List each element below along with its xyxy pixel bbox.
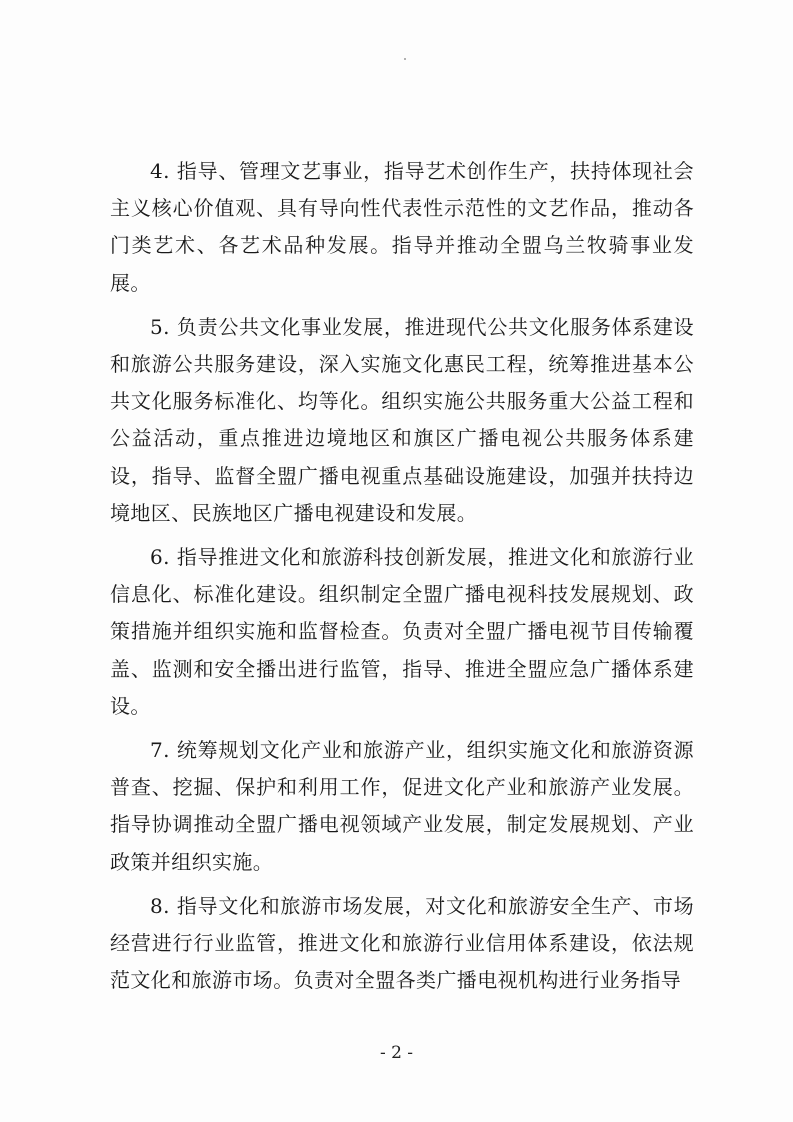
page-number: - 2 - (379, 1043, 414, 1063)
scan-speck (404, 58, 406, 60)
paragraph-item-6: 6. 指导推进文化和旅游科技创新发展，推进文化和旅游行业信息化、标准化建设。组织制定全盟广播电视科技发展规划、政策措施并组织实施和监督检查。负责对全盟广播电视节目传输覆盖、监测和安全播出进行监管，指导、推进全盟应急广播体系建设。 (110, 545, 694, 718)
paragraph-item-4: 4. 指导、管理文艺事业，指导艺术创作生产，扶持体现社会主义核心价值观、具有导向性代表性示范性的文艺作品，推动各门类艺术、各艺术品种发展。指导并推动全盟乌兰牧骑事业发展。 (110, 159, 694, 295)
document-body (110, 153, 694, 1006)
paragraph-item-5: 5. 负责公共文化事业发展，推进现代公共文化服务体系建设和旅游公共服务建设，深入实施文化惠民工程，统筹推进基本公共文化服务标准化、均等化。组织实施公共服务重大公益工程和公益活动，重点推进边境地区和旗区广播电视公共服务体系建设，指导、监督全盟广播电视重点基础设施建设，加强并扶持边境地区、民族地区广播电视建设和发展。 (110, 314, 694, 525)
paragraph-item-7: 7. 统筹规划文化产业和旅游产业，组织实施文化和旅游资源普查、挖掘、保护和利用工作，促进文化产业和旅游产业发展。指导协调推动全盟广播电视领域产业发展，制定发展规划、产业政策并组织实施。 (110, 738, 694, 874)
paragraph-item-8: 8. 指导文化和旅游市场发展，对文化和旅游安全生产、市场经营进行行业监管，推进文化和旅游行业信用体系建设，依法规范文化和旅游市场。负责对全盟各类广播电视机构进行业务指导 (110, 893, 694, 993)
